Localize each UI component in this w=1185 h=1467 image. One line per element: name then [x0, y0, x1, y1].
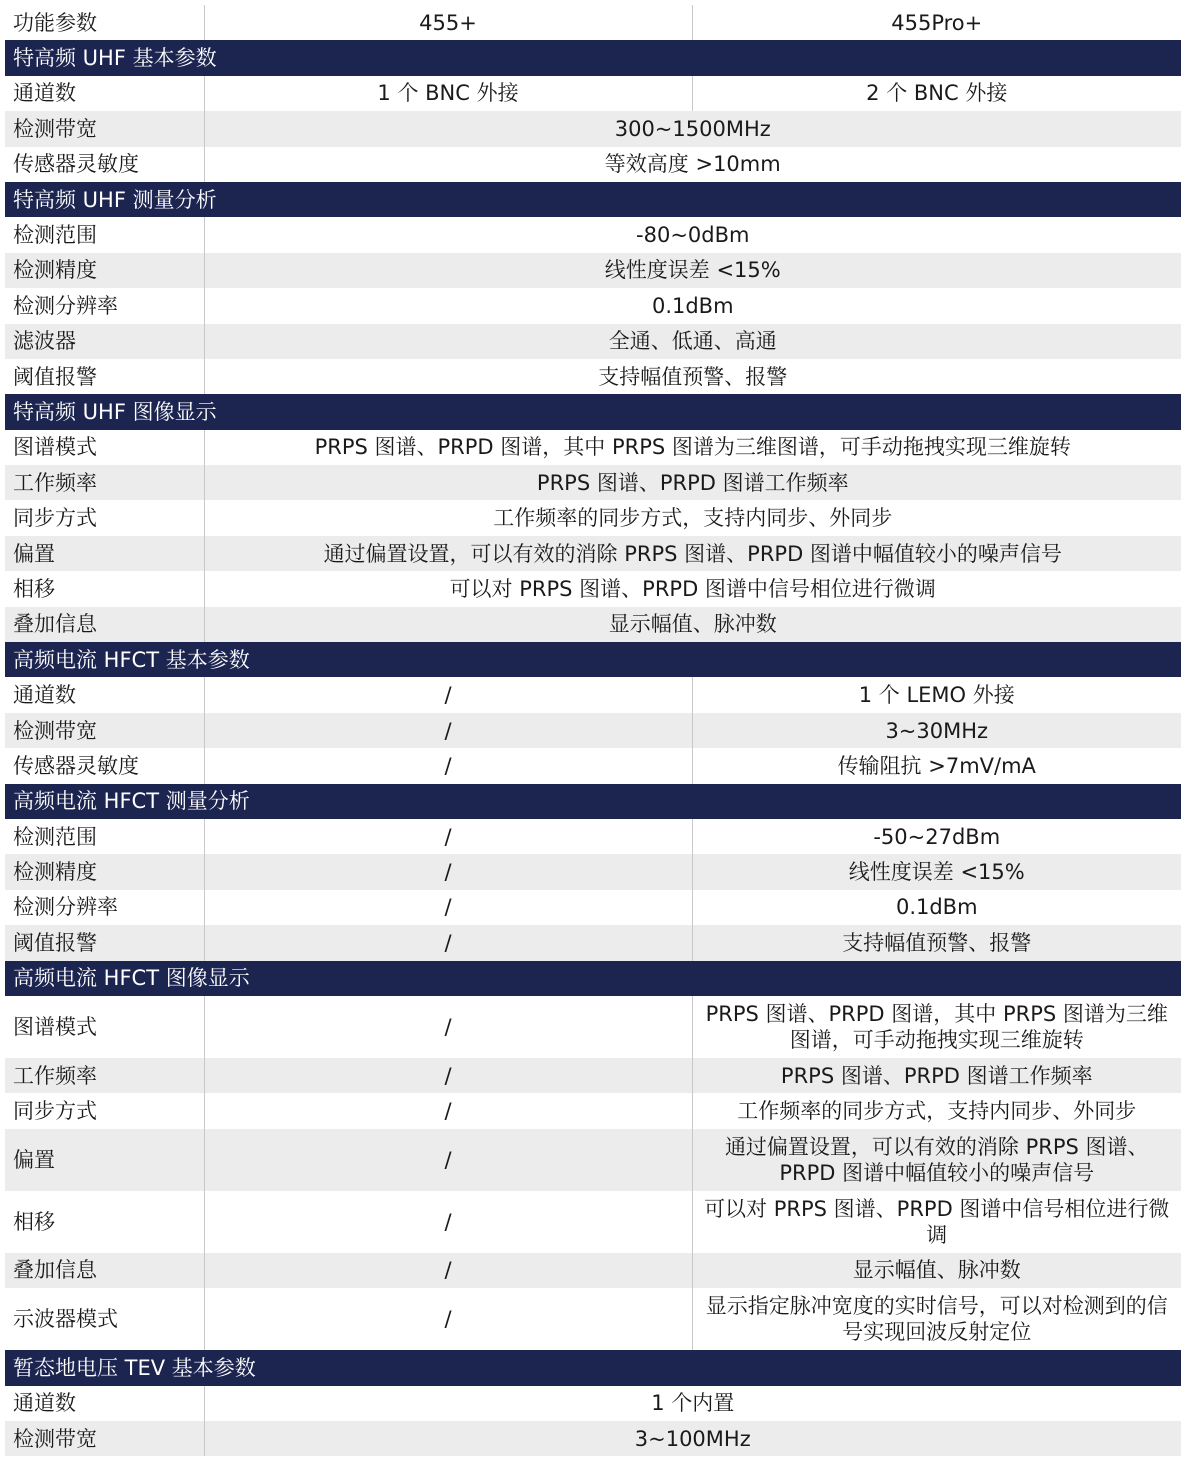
param-label: 检测范围	[5, 217, 204, 252]
value-455plus: /	[204, 1058, 692, 1093]
value-455pro-plus: 0.1dBm	[692, 890, 1181, 925]
section-title: 特高频 UHF 基本参数	[5, 40, 1181, 75]
value-455plus: /	[204, 854, 692, 889]
value-455pro-plus: PRPS 图谱、PRPD 图谱，其中 PRPS 图谱为三维图谱，可手动拖拽实现三维旋转	[692, 996, 1181, 1058]
value-455pro-plus: 工作频率的同步方式，支持内同步、外同步	[692, 1093, 1181, 1128]
value-455pro-plus: 1 个 LEMO 外接	[692, 677, 1181, 712]
value-455plus: /	[204, 1288, 692, 1350]
param-label: 传感器灵敏度	[5, 748, 204, 783]
table-row	[5, 1191, 1181, 1253]
shared-value: PRPS 图谱、PRPD 图谱工作频率	[204, 465, 1181, 500]
table-row	[5, 819, 1181, 854]
param-label: 检测分辨率	[5, 890, 204, 925]
shared-value: 显示幅值、脉冲数	[204, 607, 1181, 642]
table-row	[5, 1288, 1181, 1350]
param-label: 检测精度	[5, 253, 204, 288]
table-row	[5, 607, 1181, 642]
table-row	[5, 217, 1181, 252]
value-455plus: /	[204, 1093, 692, 1128]
table-row	[5, 500, 1181, 535]
shared-value: -80~0dBm	[204, 217, 1181, 252]
param-label: 同步方式	[5, 500, 204, 535]
param-label: 检测带宽	[5, 713, 204, 748]
value-455pro-plus: 可以对 PRPS 图谱、PRPD 图谱中信号相位进行微调	[692, 1191, 1181, 1253]
table-row	[5, 890, 1181, 925]
param-label: 示波器模式	[5, 1288, 204, 1350]
table-row	[5, 1421, 1181, 1456]
shared-value: 等效高度 >10mm	[204, 147, 1181, 182]
param-label: 检测范围	[5, 819, 204, 854]
section-header	[5, 1350, 1181, 1385]
table-row	[5, 465, 1181, 500]
param-label: 叠加信息	[5, 1253, 204, 1288]
value-455plus: /	[204, 748, 692, 783]
header-model-455pro-plus: 455Pro+	[692, 5, 1181, 40]
param-label: 相移	[5, 1191, 204, 1253]
shared-value: 可以对 PRPS 图谱、PRPD 图谱中信号相位进行微调	[204, 571, 1181, 606]
value-455plus: /	[204, 1129, 692, 1191]
param-label: 检测带宽	[5, 1421, 204, 1456]
table-row	[5, 925, 1181, 960]
section-header	[5, 182, 1181, 217]
param-label: 工作频率	[5, 1058, 204, 1093]
param-label: 检测分辨率	[5, 288, 204, 323]
value-455pro-plus: 支持幅值预警、报警	[692, 925, 1181, 960]
value-455plus: 1 个 BNC 外接	[204, 76, 692, 111]
value-455plus: /	[204, 1191, 692, 1253]
value-455plus: /	[204, 890, 692, 925]
param-label: 图谱模式	[5, 430, 204, 465]
shared-value: 全通、低通、高通	[204, 324, 1181, 359]
table-row	[5, 147, 1181, 182]
value-455plus: /	[204, 713, 692, 748]
value-455pro-plus: 3~30MHz	[692, 713, 1181, 748]
section-title: 特高频 UHF 测量分析	[5, 182, 1181, 217]
section-header	[5, 40, 1181, 75]
header-param: 功能参数	[5, 5, 204, 40]
table-row	[5, 288, 1181, 323]
section-header	[5, 642, 1181, 677]
table-row	[5, 571, 1181, 606]
section-header	[5, 961, 1181, 996]
table-row	[5, 76, 1181, 111]
param-label: 阈值报警	[5, 359, 204, 394]
shared-value: 支持幅值预警、报警	[204, 359, 1181, 394]
table-row	[5, 253, 1181, 288]
value-455pro-plus: 线性度误差 <15%	[692, 854, 1181, 889]
table-row	[5, 1386, 1181, 1421]
value-455plus: /	[204, 819, 692, 854]
param-label: 偏置	[5, 536, 204, 571]
value-455plus: /	[204, 925, 692, 960]
param-label: 偏置	[5, 1129, 204, 1191]
table-row	[5, 1093, 1181, 1128]
table-row	[5, 111, 1181, 146]
shared-value: 通过偏置设置，可以有效的消除 PRPS 图谱、PRPD 图谱中幅值较小的噪声信号	[204, 536, 1181, 571]
section-title: 特高频 UHF 图像显示	[5, 394, 1181, 429]
shared-value: 线性度误差 <15%	[204, 253, 1181, 288]
param-label: 工作频率	[5, 465, 204, 500]
param-label: 通道数	[5, 677, 204, 712]
value-455pro-plus: PRPS 图谱、PRPD 图谱工作频率	[692, 1058, 1181, 1093]
shared-value: 工作频率的同步方式，支持内同步、外同步	[204, 500, 1181, 535]
table-row	[5, 748, 1181, 783]
value-455plus: /	[204, 996, 692, 1058]
param-label: 通道数	[5, 1386, 204, 1421]
param-label: 检测带宽	[5, 111, 204, 146]
table-row	[5, 430, 1181, 465]
table-row	[5, 1253, 1181, 1288]
value-455pro-plus: 显示指定脉冲宽度的实时信号，可以对检测到的信号实现回波反射定位	[692, 1288, 1181, 1350]
param-label: 相移	[5, 571, 204, 606]
shared-value: 3~100MHz	[204, 1421, 1181, 1456]
table-row	[5, 324, 1181, 359]
section-title: 高频电流 HFCT 测量分析	[5, 784, 1181, 819]
param-label: 滤波器	[5, 324, 204, 359]
param-label: 叠加信息	[5, 607, 204, 642]
table-row	[5, 359, 1181, 394]
shared-value: 0.1dBm	[204, 288, 1181, 323]
param-label: 图谱模式	[5, 996, 204, 1058]
param-label: 传感器灵敏度	[5, 147, 204, 182]
section-title: 高频电流 HFCT 图像显示	[5, 961, 1181, 996]
param-label: 通道数	[5, 76, 204, 111]
header-model-455plus: 455+	[204, 5, 692, 40]
table-row	[5, 854, 1181, 889]
shared-value: PRPS 图谱、PRPD 图谱，其中 PRPS 图谱为三维图谱，可手动拖拽实现三维旋转	[204, 430, 1181, 465]
section-title: 暂态地电压 TEV 基本参数	[5, 1350, 1181, 1385]
spec-table	[5, 5, 1181, 1456]
section-header	[5, 394, 1181, 429]
param-label: 阈值报警	[5, 925, 204, 960]
spec-table-body	[5, 5, 1181, 1456]
table-row	[5, 996, 1181, 1058]
value-455pro-plus: -50~27dBm	[692, 819, 1181, 854]
param-label: 检测精度	[5, 854, 204, 889]
table-header-row	[5, 5, 1181, 40]
value-455pro-plus: 2 个 BNC 外接	[692, 76, 1181, 111]
shared-value: 1 个内置	[204, 1386, 1181, 1421]
table-row	[5, 713, 1181, 748]
value-455plus: /	[204, 677, 692, 712]
value-455pro-plus: 传输阻抗 >7mV/mA	[692, 748, 1181, 783]
value-455plus: /	[204, 1253, 692, 1288]
param-label: 同步方式	[5, 1093, 204, 1128]
table-row	[5, 1058, 1181, 1093]
section-header	[5, 784, 1181, 819]
shared-value: 300~1500MHz	[204, 111, 1181, 146]
table-row	[5, 1129, 1181, 1191]
value-455pro-plus: 显示幅值、脉冲数	[692, 1253, 1181, 1288]
value-455pro-plus: 通过偏置设置，可以有效的消除 PRPS 图谱、PRPD 图谱中幅值较小的噪声信号	[692, 1129, 1181, 1191]
table-row	[5, 677, 1181, 712]
section-title: 高频电流 HFCT 基本参数	[5, 642, 1181, 677]
table-row	[5, 536, 1181, 571]
